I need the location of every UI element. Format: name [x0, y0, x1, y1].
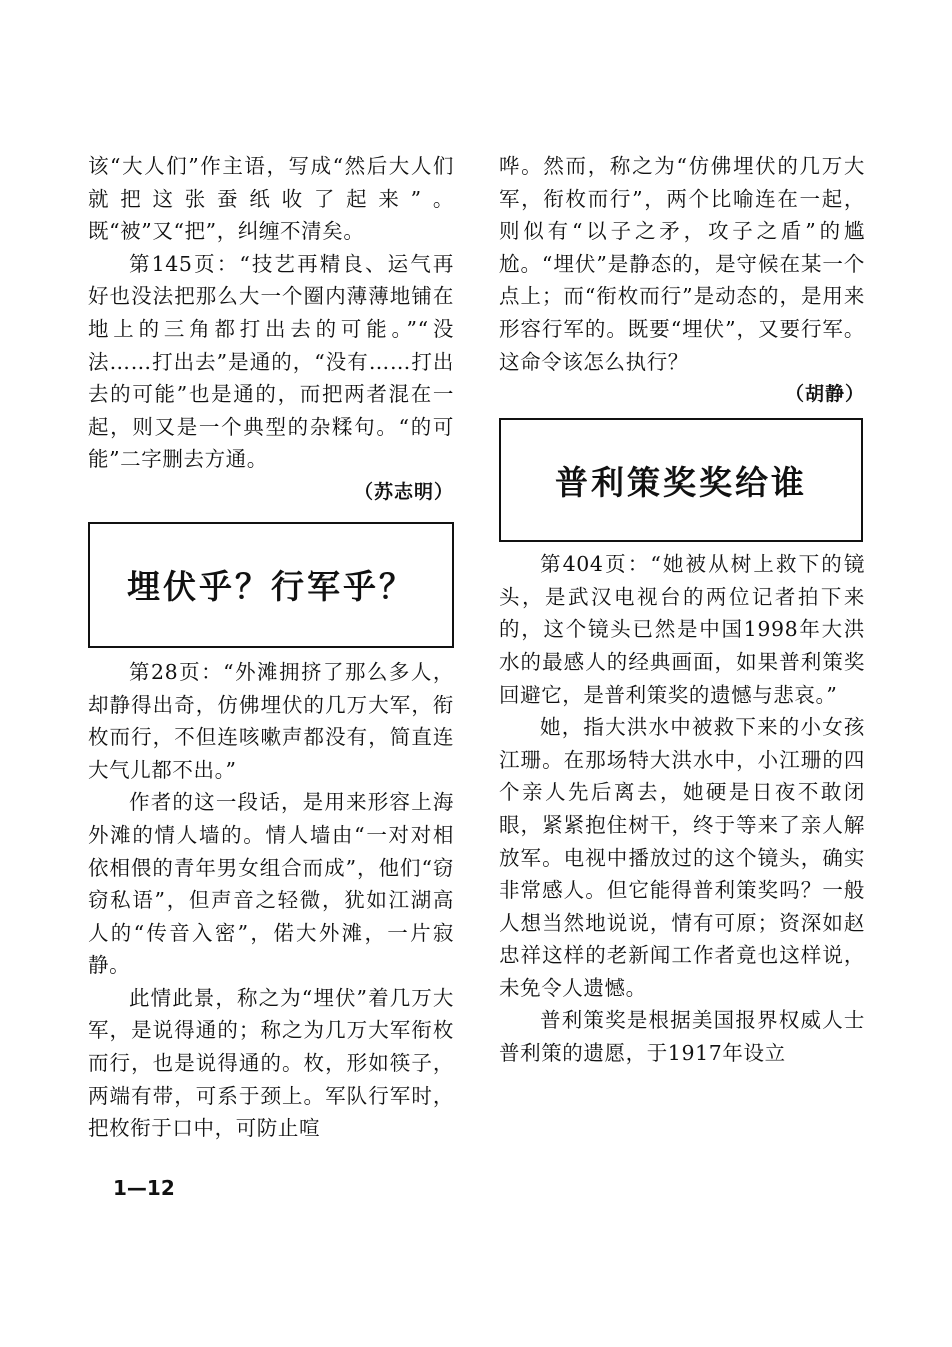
paragraph-scene: 此情此景，称之为“埋伏”着几万大军，是说得通的；称之为几万大军衔枚而行，也是说得通的。枚，形如筷子，两端有带，可系于颈上。军队行军时，把枚衔于口中，可防止喧: [88, 985, 454, 1141]
article-title-pulitzer: 普利策奖奖给谁: [499, 418, 863, 542]
intro-paragraph: 该“大人们”作主语，写成“然后大人们就把这张蚕纸收了起来”。既“被”又“把”，纠缠不清矣。: [88, 154, 454, 244]
page-number: 1—12: [113, 1176, 175, 1200]
paragraph-continued: 哗。然而，称之为“仿佛埋伏的几万大军，衔枚而行”，两个比喻连在一起，则似有“以子之矛，攻子之盾”的尴尬。“埋伏”是静态的，是守候在某一个点上；而“衔枚而行”是动态的，是用来形容行军的。既要“埋伏”，又要行军。这命令该怎么执行？: [499, 154, 865, 374]
article-title-ambush-or-march: 埋伏乎？行军乎？: [88, 522, 454, 648]
paragraph-she: 她，指大洪水中被救下来的小女孩江珊。在那场特大洪水中，小江珊的四个亲人先后离去，她硬是日夜不敢闭眼，紧紧抱住树干，终于等来了亲人解放军。电视中播放过的这个镜头，确实非常感人。但它能得普利策奖吗？一般人想当然地说说，情有可原；资深如赵忠祥这样的老新闻工作者竟也这样说，未免令人遗憾。: [499, 715, 865, 1000]
right-column: [499, 150, 865, 1070]
paragraph-pulitzer: 普利策奖是根据美国报界权威人士普利策的遗愿，于1917年设立: [499, 1008, 865, 1066]
paragraph-page-404: 第404页：“她被从树上救下的镜头，是武汉电视台的两位记者拍下来的，这个镜头已然是中国1998年大洪水的最感人的经典画面，如果普利策奖回避它，是普利策奖的遗憾与悲哀。”: [499, 552, 865, 707]
paragraph-author-section: 作者的这一段话，是用来形容上海外滩的情人墙的。情人墙由“一对对相依相偎的青年男女组合而成”，他们“窃窃私语”，但声音之轻微，犹如江湖高人的“传音入密”，偌大外滩，一片寂静。: [88, 790, 454, 978]
author-su-zhiming: （苏志明）: [353, 480, 454, 503]
left-column: [88, 150, 454, 1145]
author-hu-jing: （胡静）: [784, 383, 865, 406]
paragraph-page-145: 第145页：“技艺再精良、运气再好也没法把那么大一个圈内薄薄地铺在地上的三角都打出去的可能。”“没法……打出去”是通的，“没有……打出去的可能”也是通的，而把两者混在一起，则又是一个典型的杂糅句。“的可能”二字删去方通。: [88, 251, 454, 472]
paragraph-page-28: 第28页：“外滩拥挤了那么多人，却静得出奇，仿佛埋伏的几万大军，衔枚而行，不但连咳嗽声都没有，简直连大气儿都不出。”: [88, 659, 454, 782]
